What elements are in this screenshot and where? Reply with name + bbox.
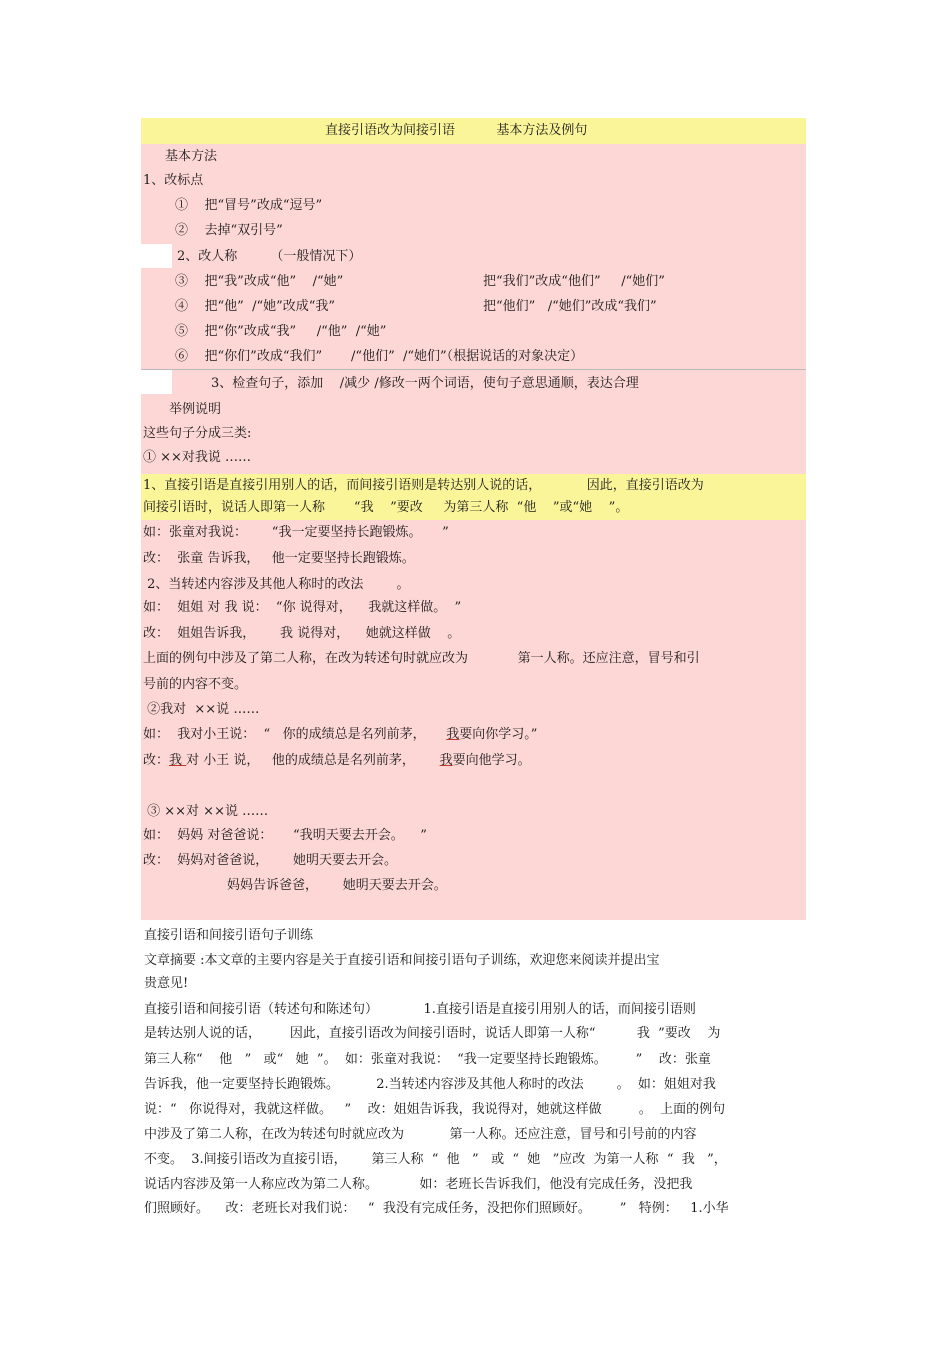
example-2-original: 如： 姐姐 对 我 说： “你 说得对， 我就这样做。 ” (143, 600, 462, 615)
article-line-6: 中涉及了第二人称，在改为转述句时就应改为 第一人称。还应注意，冒号和引号前的内容 (144, 1127, 697, 1142)
example-1-converted: 改： 张童 告诉我， 他一定要坚持长跑锻炼。 (143, 551, 415, 566)
category-2: ②我对 ××说 …… (143, 702, 260, 717)
example-1-original: 如：张童对我说： “我一定要坚持长跑锻炼。 ” (143, 525, 449, 540)
example-3-converted (143, 751, 531, 771)
article-line-8: 说话内容涉及第一人称应改为第二人称。 如：老班长告诉我们，他没有完成任务，没把我 (144, 1177, 693, 1192)
article-line-1: 直接引语和间接引语（转述句和陈述句） 1.直接引语是直接引用别人的话，而间接引语则 (144, 1002, 696, 1017)
method-2: 2、改人称 （一般情况下） (177, 249, 362, 264)
example-2-converted: 改： 姐姐告诉我， 我 说得对， 她就这样做 。 (143, 626, 461, 641)
table-title: 直接引语改为间接引语 基本方法及例句 (325, 123, 588, 138)
note-line-1: 上面的例句中涉及了第二人称，在改为转述句时就应改为 第一人称。还应注意，冒号和引 (143, 651, 700, 666)
method-2-c4a: ④ 把“他” /“她”改成“我” (175, 299, 336, 314)
article-title: 直接引语和间接引语句子训练 (144, 928, 314, 943)
method-1: 1、改标点 (143, 173, 204, 188)
category-1: ① ××对我说 …… (143, 450, 252, 465)
ex3b-mid: 对 小王 说， 他的成绩总是名列前茅， (186, 753, 440, 768)
method-2-c4b: 把“他们” /“她们”改成“我们” (483, 299, 657, 314)
article-line-2: 是转达别人说的话， 因此，直接引语改为间接引语时，说话人即第一人称“ 我 ”要改 为 (144, 1026, 721, 1041)
example-3-original (143, 725, 537, 745)
method-2-c6: ⑥ 把“你们”改成“我们” /“他们” /“她们”（根据说话的对象决定） (175, 349, 584, 364)
example-4-alt: 妈妈告诉爸爸， 她明天要去开会。 (227, 878, 447, 893)
method-1-c1: ① 把“冒号”改成“逗号” (175, 198, 323, 213)
ex3a-pre: 如： 我对小王说： “ 你的成绩总是名列前茅， (143, 727, 447, 742)
row-divider (141, 369, 806, 370)
method-2-c5: ⑤ 把“你”改成“我” /“他” /“她” (175, 324, 387, 339)
examples-intro: 这些句子分成三类: (143, 426, 252, 441)
ex3a-underlined: 我 (446, 727, 460, 742)
method-3: 3、检查句子，添加 /减少 /修改一两个词语，使句子意思通顺，表达合理 (211, 376, 639, 391)
article-line-3: 第三人称“ 他 ” 或“ 她 ”。 如：张童对我说： “我一定要坚持长跑锻炼。 ” 改：张童 (144, 1052, 711, 1067)
method-1-c2: ② 去掉“双引号” (175, 223, 283, 238)
article-line-9: 们照顾好。 改：老班长对我们说： “ 我没有完成任务，没把你们照顾好。 ” 特例： 1.小华 (144, 1201, 729, 1216)
example-4-converted: 改： 妈妈对爸爸说， 她明天要去开会。 (143, 853, 398, 868)
note-line-2: 号前的内容不变。 (143, 677, 248, 692)
ex3b-underlined-2: 我 (439, 753, 453, 768)
examples-heading: 举例说明 (169, 402, 222, 417)
methods-heading: 基本方法 (165, 149, 218, 164)
article-line-5: 说：“ 你说得对，我就这样做。 ” 改：姐姐告诉我，我说得对，她就这样做 。 上面的例句 (144, 1102, 726, 1117)
method-case-2: 2、当转述内容涉及其他人称时的改法 。 (143, 577, 410, 592)
example-4-original: 如： 妈妈 对爸爸说： “我明天要去开会。 ” (143, 828, 427, 843)
category-3: ③ ××对 ××说 …… (143, 804, 269, 819)
method-2-c3a: ③ 把“我”改成“他” /“她” (175, 274, 344, 289)
indent-gap (141, 244, 172, 268)
ex3b-post: 要向他学习。 (452, 753, 531, 768)
article-line-7: 不变。 3.间接引语改为直接引语， 第三人称 “ 他 ” 或 “ 她 ”应改 为第一人称 “ 我 ”， (144, 1152, 727, 1167)
article-summary-1: 文章摘要 :本文章的主要内容是关于直接引语和间接引语句子训练，欢迎您来阅读并提出宝 (144, 953, 660, 968)
ex3b-underlined: 我 (169, 753, 187, 768)
indent-gap (141, 370, 172, 394)
ex3a-post: 要向你学习。” (459, 727, 538, 742)
article-summary-2: 贵意见! (144, 976, 189, 991)
method-2-c3b: 把“我们”改成“他们” /“她们” (483, 274, 665, 289)
ex3b-pre: 改： (143, 753, 170, 768)
rule-line-2: 间接引语时，说话人即第一人称 “我 ”要改 为第三人称 “他 ”或“她 ”。 (143, 500, 629, 515)
article-line-4: 告诉我，他一定要坚持长跑锻炼。 2.当转述内容涉及其他人称时的改法 。 如：姐姐对我 (144, 1077, 716, 1092)
rule-line-1: 1、直接引语是直接引用别人的话，而间接引语则是转达别人说的话， 因此，直接引语改为 (143, 478, 704, 493)
